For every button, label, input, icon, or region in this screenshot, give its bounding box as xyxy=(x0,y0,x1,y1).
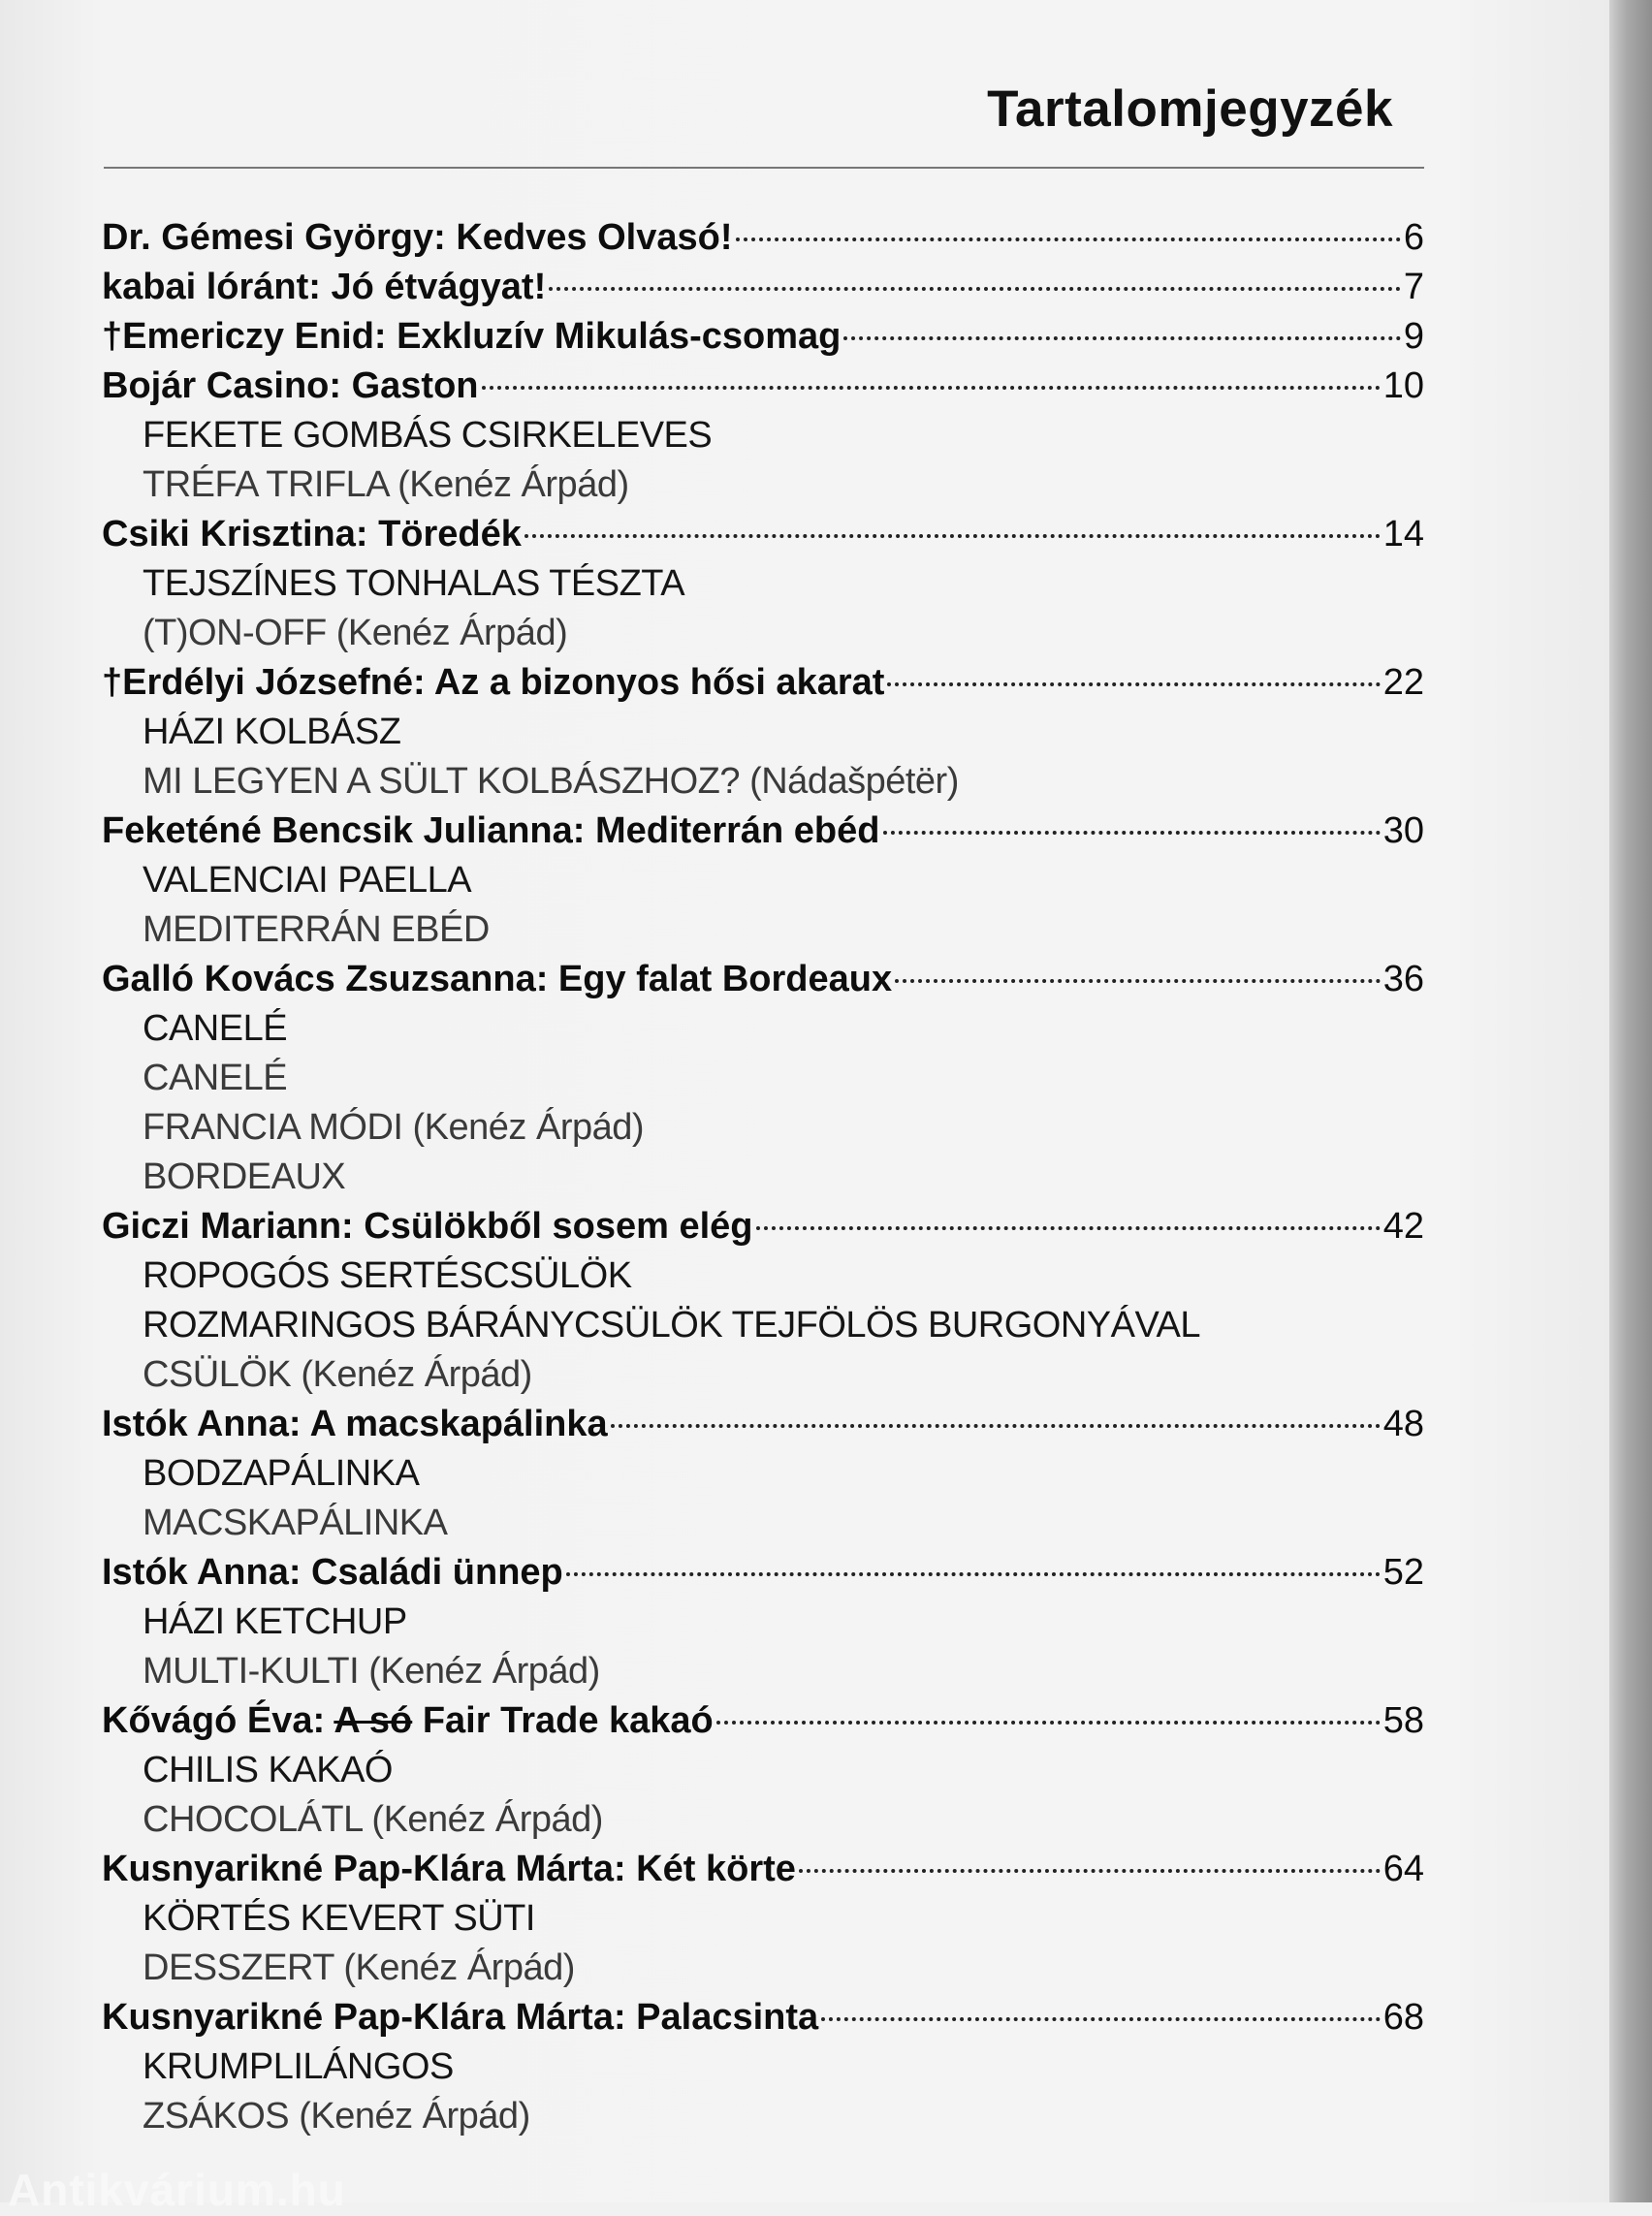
dot-leader xyxy=(756,1226,1381,1230)
toc-entry xyxy=(102,1400,1424,1449)
toc-subentry: HÁZI KETCHUP xyxy=(143,1601,407,1642)
toc-subentry: FRANCIA MÓDI (Kenéz Árpád) xyxy=(143,1107,645,1148)
toc-entry-title xyxy=(102,1696,714,1746)
toc-entry xyxy=(102,312,1424,362)
toc-page-number: 14 xyxy=(1382,514,1424,554)
toc-entry xyxy=(102,362,1424,411)
dot-leader xyxy=(883,831,1381,835)
toc-entry-title: Giczi Mariann: Csülökből sosem elég xyxy=(102,1206,753,1247)
dot-leader xyxy=(895,979,1381,983)
toc-subentry: TRÉFA TRIFLA (Kenéz Árpád) xyxy=(143,464,629,505)
toc-entry-title: Csiki Krisztina: Töredék xyxy=(102,514,522,554)
toc-entry-title: kabai lóránt: Jó étvágyat! xyxy=(102,267,547,307)
toc-subentry: ROZMARINGOS BÁRÁNYCSÜLÖK TEJFÖLÖS BURGONYÁVAL xyxy=(143,1305,1200,1345)
toc-entry-title: Istók Anna: Családi ünnep xyxy=(102,1552,563,1593)
toc-subentry: CHOCOLÁTL (Kenéz Árpád) xyxy=(143,1799,603,1840)
toc-page-number: 6 xyxy=(1403,217,1424,258)
toc-entry xyxy=(102,263,1424,312)
toc-subentry: MULTI-KULTI (Kenéz Árpád) xyxy=(143,1651,600,1692)
toc-page-number: 52 xyxy=(1382,1552,1424,1593)
dot-leader xyxy=(821,2017,1381,2021)
toc-subentry: TEJSZÍNES TONHALAS TÉSZTA xyxy=(143,563,685,604)
toc-entry xyxy=(102,1202,1424,1251)
toc-subentry: MACSKAPÁLINKA xyxy=(143,1503,448,1543)
toc-page-number: 58 xyxy=(1382,1700,1424,1741)
dot-leader xyxy=(887,682,1380,686)
dot-leader xyxy=(549,287,1401,291)
toc-subentry: FEKETE GOMBÁS CSIRKELEVES xyxy=(143,415,713,456)
toc-page-number: 30 xyxy=(1382,810,1424,851)
toc-subentry: CANELÉ xyxy=(143,1008,288,1049)
toc-entry-title-suffix: Fair Trade kakaó xyxy=(412,1700,714,1741)
dot-leader xyxy=(482,386,1381,390)
toc-subentry: CHILIS KAKAÓ xyxy=(143,1750,393,1790)
toc-entry-title-struck: A só xyxy=(334,1700,413,1741)
toc-entry xyxy=(102,955,1424,1004)
dot-leader xyxy=(524,534,1381,538)
toc-subentry: BORDEAUX xyxy=(143,1156,346,1197)
toc-page-number: 10 xyxy=(1382,365,1424,406)
toc-entry-title: Bojár Casino: Gaston xyxy=(102,365,479,406)
toc-subentry: MEDITERRÁN EBÉD xyxy=(143,909,490,950)
toc-subentry: BODZAPÁLINKA xyxy=(143,1453,420,1494)
toc-entry-title: Istók Anna: A macskapálinka xyxy=(102,1404,608,1444)
toc-entry xyxy=(102,1845,1424,1894)
toc-page-number: 42 xyxy=(1382,1206,1424,1247)
toc-entry xyxy=(102,510,1424,559)
dot-leader xyxy=(611,1424,1381,1428)
toc-page-number: 36 xyxy=(1382,959,1424,999)
toc-subentry: KRUMPLILÁNGOS xyxy=(143,2046,454,2087)
dot-leader xyxy=(716,1721,1381,1725)
toc-subentry: MI LEGYEN A SÜLT KOLBÁSZHOZ? (Nádašpétër) xyxy=(143,761,959,802)
page-title: Tartalomjegyzék xyxy=(987,80,1393,138)
toc-subentry: VALENCIAI PAELLA xyxy=(143,860,472,901)
toc-subentry: ZSÁKOS (Kenéz Árpád) xyxy=(143,2096,530,2137)
toc-page-number: 68 xyxy=(1382,1997,1424,2038)
toc-subentry: CSÜLÖK (Kenéz Árpád) xyxy=(143,1354,532,1395)
title-divider xyxy=(104,167,1424,169)
toc-subentry: DESSZERT (Kenéz Árpád) xyxy=(143,1947,575,1988)
toc-entry xyxy=(102,658,1424,708)
book-spine-shadow xyxy=(1609,0,1652,2202)
toc-entry xyxy=(102,1548,1424,1598)
toc-entry-title: Kusnyarikné Pap-Klára Márta: Két körte xyxy=(102,1849,796,1889)
dot-leader xyxy=(566,1572,1381,1576)
toc-page-number: 9 xyxy=(1403,316,1424,357)
toc-page-number: 48 xyxy=(1382,1404,1424,1444)
dot-leader xyxy=(843,336,1400,340)
watermark-logo: Antikvárium.hu xyxy=(8,2165,346,2215)
toc-page-number: 7 xyxy=(1403,267,1424,307)
dot-leader xyxy=(799,1869,1381,1873)
toc-entry-title: †Emericzy Enid: Exkluzív Mikulás-csomag xyxy=(102,316,842,357)
toc-entry-title: Kusnyarikné Pap-Klára Márta: Palacsinta xyxy=(102,1997,819,2038)
toc-entry xyxy=(102,1696,1424,1746)
toc-entry xyxy=(102,213,1424,263)
toc-entry xyxy=(102,1993,1424,2042)
toc-entry-title: †Erdélyi Józsefné: Az a bizonyos hősi akarat xyxy=(102,662,885,703)
toc-subentry: KÖRTÉS KEVERT SÜTI xyxy=(143,1898,535,1939)
toc-entry-title: Feketéné Bencsik Julianna: Mediterrán ebéd xyxy=(102,810,880,851)
table-of-contents xyxy=(102,213,1424,2141)
toc-page-number: 22 xyxy=(1382,662,1424,703)
toc-entry-title-prefix: Kővágó Éva: xyxy=(102,1700,334,1741)
toc-subentry: HÁZI KOLBÁSZ xyxy=(143,712,401,752)
dot-leader xyxy=(736,237,1401,241)
toc-entry xyxy=(102,807,1424,856)
toc-entry-title: Galló Kovács Zsuzsanna: Egy falat Bordeaux xyxy=(102,959,893,999)
toc-subentry: (T)ON-OFF (Kenéz Árpád) xyxy=(143,613,568,653)
toc-entry-title: Dr. Gémesi György: Kedves Olvasó! xyxy=(102,217,733,258)
toc-subentry: CANELÉ xyxy=(143,1058,288,1098)
toc-subentry: ROPOGÓS SERTÉSCSÜLÖK xyxy=(143,1255,632,1296)
toc-page-number: 64 xyxy=(1382,1849,1424,1889)
